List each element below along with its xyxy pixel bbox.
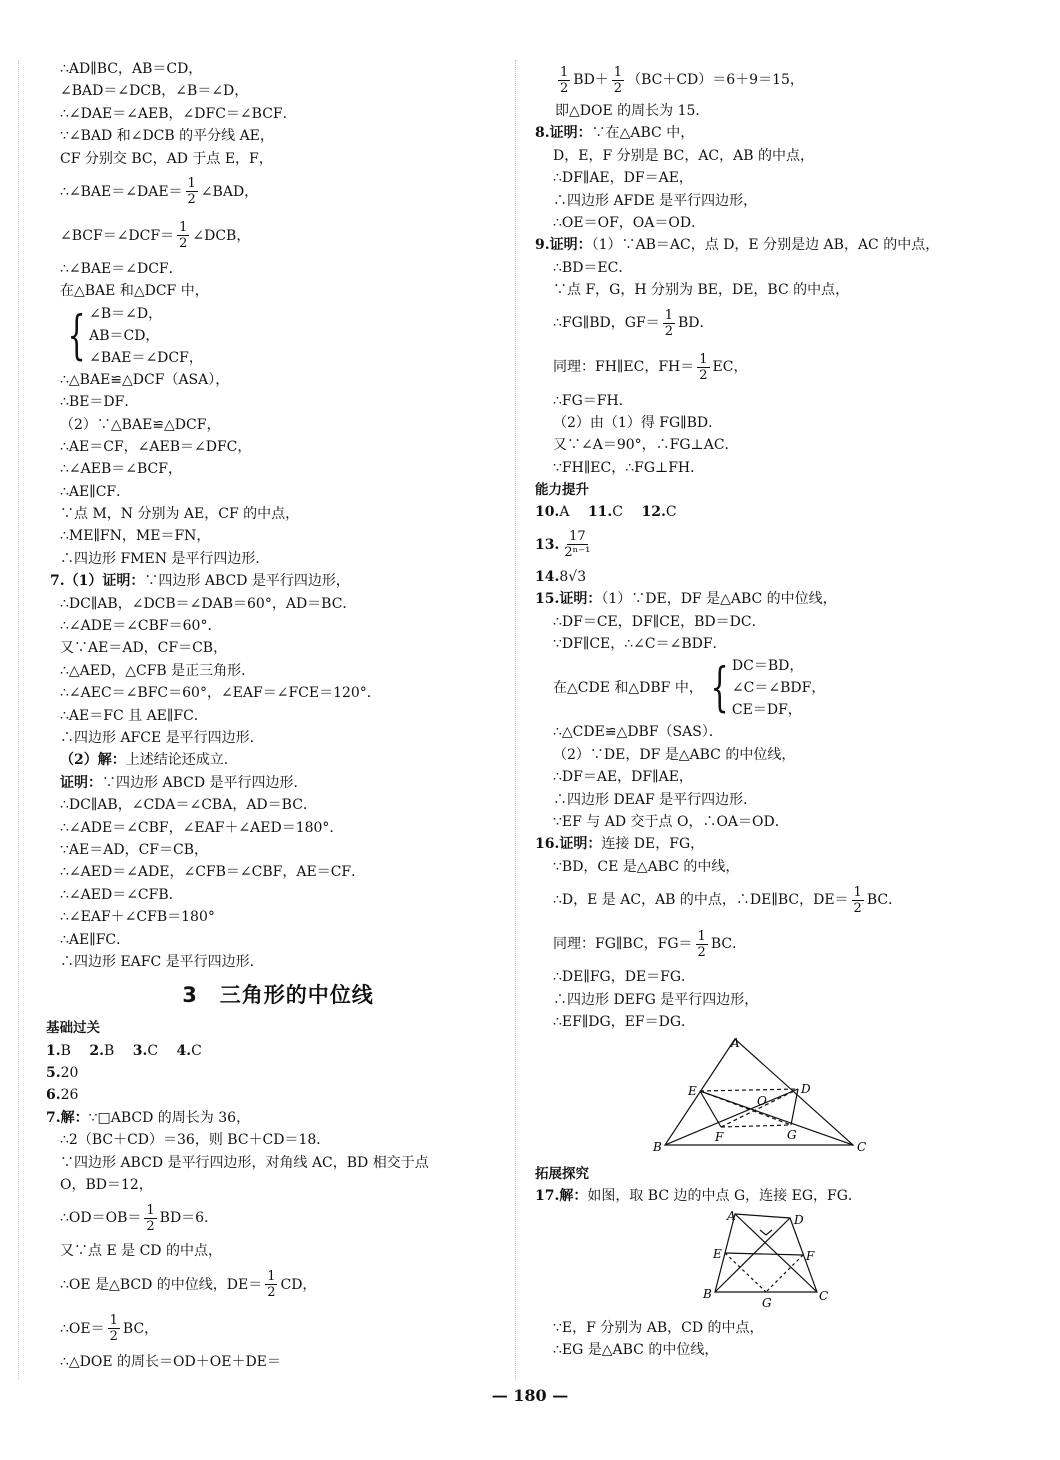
text-line: 又∵∠A＝90°，∴FG⊥AC．: [553, 437, 739, 454]
question-number: 15.: [535, 591, 560, 608]
label-a: A: [727, 1208, 736, 1223]
text-line: DC＝BD，: [731, 658, 804, 675]
column-divider: [515, 60, 516, 1380]
text-line: ∴△DOE 的周长＝OD＋OE＋DE＝: [60, 1353, 281, 1370]
text-line: ∴四边形 AFDE 是平行四边形，: [553, 192, 758, 209]
fraction-denominator: 2ⁿ⁻¹: [564, 545, 591, 561]
fraction-numerator: 17: [569, 529, 586, 545]
answer: C: [147, 1042, 173, 1059]
equation-system: [58, 303, 498, 369]
text-line: [58, 749, 498, 771]
text-line: ∴ME∥FN，ME＝FN，: [60, 528, 211, 545]
text-line: ∴∠EAF＋∠CFB＝180°: [60, 909, 215, 926]
label-b: B: [653, 1140, 662, 1155]
text-line: ∴AE＝CF，∠AEB＝∠DFC，: [60, 438, 252, 455]
fraction-numerator: 1: [560, 64, 569, 80]
text-segment: CD，: [280, 1276, 317, 1293]
median-bd: [665, 1089, 798, 1145]
text-line: ∴四边形 EAFC 是平行四边形．: [60, 953, 264, 970]
text-line: [58, 1307, 498, 1351]
question-17-line: [535, 1185, 1005, 1207]
text-line: ∵四边形 ABCD 是平行四边形，对角线 AC，BD 相交于点: [60, 1154, 429, 1171]
fraction-numerator: 1: [267, 1269, 276, 1285]
text-line: [58, 1196, 498, 1240]
answer-line: [535, 501, 1005, 523]
text-segment: ∵四边形 ABCD 是平行四边形，: [144, 573, 350, 590]
question-number: 3.: [132, 1042, 148, 1059]
proof-label: 证明：: [559, 836, 602, 853]
brace-symbol: {: [710, 658, 729, 719]
fraction: [696, 929, 708, 960]
text-segment: ∵四边形 ABCD 是平行四边形．: [102, 774, 308, 791]
fraction-numerator: 1: [109, 1313, 118, 1329]
text-line: ∴AD∥BC，AB＝CD，: [60, 61, 203, 77]
text-line: 在△BAE 和△DCF 中，: [60, 283, 209, 300]
fraction-denominator: 2: [613, 80, 623, 96]
text-line: ∴EF∥DG，EF＝DG．: [553, 1013, 696, 1030]
text-line: ∠BAE＝∠DCF，: [89, 349, 203, 366]
text-line: 又∵点 E 是 CD 的中点，: [60, 1243, 222, 1260]
text-line: CF 分别交 BC，AD 于点 E，F，: [60, 150, 273, 167]
label-a: A: [731, 1036, 740, 1051]
segment-eg: [725, 1253, 766, 1292]
text-segment: BC．: [710, 935, 747, 952]
text-line: ∴四边形 DEAF 是平行四边形．: [553, 791, 758, 808]
solution-label: 解：: [559, 1188, 588, 1205]
text-line: [535, 60, 1005, 100]
fraction-numerator: 1: [613, 64, 623, 80]
text-line: [535, 346, 1005, 390]
answer-line: [46, 1040, 498, 1062]
text-segment: ∵□ABCD 的周长为 36，: [88, 1109, 251, 1126]
fraction-numerator: 1: [146, 1202, 155, 1218]
text-segment: 如图，取 BC 边的中点 G，连接 EG，FG．: [587, 1188, 862, 1205]
text-segment: BC，: [122, 1320, 159, 1337]
text-line: ∴DF∥AE，DF＝AE，: [553, 170, 693, 187]
fraction-denominator: 2: [146, 1218, 155, 1234]
text-segment: ∠BCF＝∠DCF＝: [60, 227, 175, 244]
text-line: ∴AE＝FC 且 AE∥FC．: [60, 707, 208, 724]
label-f: F: [715, 1130, 724, 1145]
text-line: [535, 302, 1005, 346]
answer: 26: [60, 1087, 79, 1104]
proof-label: 证明：: [549, 125, 592, 142]
text-line: 又∵AE＝AD，CF＝CB，: [60, 640, 228, 657]
label-c: C: [819, 1288, 829, 1303]
fraction: [108, 1313, 120, 1344]
question-number: 13.: [535, 536, 560, 553]
text-segment: ∴OE＝: [60, 1320, 105, 1337]
brace-lines: [732, 655, 825, 721]
segment-dg: [791, 1089, 798, 1125]
fraction-denominator: 2: [267, 1285, 276, 1301]
text-segment: EC，: [712, 359, 748, 376]
text-segment: （1）∵DE，DF 是△ABC 的中位线，: [601, 591, 837, 608]
question-number: 7.: [46, 1109, 61, 1126]
text-line: ∴四边形 AFCE 是平行四边形．: [60, 729, 264, 746]
answer: A: [559, 504, 584, 521]
text-line: ∴EG 是△ABC 的中位线，: [553, 1342, 719, 1359]
question-number: 10.: [535, 504, 560, 521]
answer-line: [46, 1084, 498, 1106]
fraction-denominator: 2: [109, 1329, 118, 1345]
text-line: ∴∠AEB＝∠BCF，: [60, 461, 182, 478]
text-line: [535, 878, 1005, 922]
fraction: [562, 529, 592, 560]
fraction: [186, 176, 198, 207]
text-segment: ∴FG∥BD，GF＝: [553, 315, 660, 332]
triangle-figure-q16: [535, 1033, 1005, 1155]
label-g: G: [762, 1295, 772, 1310]
fraction-numerator: 1: [699, 352, 708, 368]
fraction-denominator: 2: [187, 192, 196, 208]
text-line: ∴FG＝FH．: [553, 392, 633, 409]
question-7-line: [50, 570, 498, 592]
question-number: 1.: [46, 1042, 61, 1059]
fraction-denominator: 2: [699, 368, 708, 384]
question-number: 2.: [89, 1042, 104, 1059]
segment-ef: [700, 1091, 721, 1127]
text-line: [535, 922, 1005, 966]
text-line: O，BD＝12，: [60, 1177, 153, 1194]
section-heading: 能力提升: [535, 482, 589, 499]
quadrilateral-figure-q17: [535, 1208, 1005, 1310]
text-line: ∵EF 与 AD 交于点 O，∴OA＝OD．: [553, 813, 789, 830]
segment-eg: [700, 1091, 791, 1125]
text-line: ∵点 F，G，H 分别为 BE，DE，BC 的中点，: [553, 282, 850, 299]
right-angle-mark: [760, 1230, 772, 1235]
label-e: E: [713, 1246, 722, 1261]
text-line: [58, 214, 498, 258]
answer: 8√3: [559, 568, 587, 585]
text-segment: 在△CDE 和△DBF 中，: [553, 680, 703, 697]
text-line: ∴四边形 DEFG 是平行四边形，: [553, 991, 759, 1008]
answer-line: [535, 524, 1005, 566]
fraction-denominator: 2: [697, 944, 706, 960]
text-line: ∴BE＝DF．: [60, 394, 139, 411]
answer: B: [104, 1042, 129, 1059]
question-7-line: [46, 1107, 498, 1129]
text-line: 即△DOE 的周长为 15．: [555, 103, 710, 119]
text-line: CE＝DF，: [731, 702, 802, 719]
text-segment: ∴OE 是△BCD 的中位线，DE＝: [60, 1276, 263, 1293]
equation-system: [535, 655, 1005, 721]
text-line: ∴△CDE≌△DBF（SAS）．: [553, 724, 723, 741]
text-segment: ∴∠BAE＝∠DAE＝: [60, 183, 183, 200]
answer: C: [665, 504, 677, 521]
answer-line: [46, 1062, 498, 1084]
text-segment: 同理：FG∥BC，FG＝: [553, 935, 693, 952]
fraction-numerator: 1: [697, 928, 706, 944]
text-line: ∴∠ADE＝∠CBF＝60°．: [60, 618, 222, 635]
fraction: [265, 1269, 277, 1300]
question-9-line: [535, 234, 1005, 256]
fraction: [177, 220, 189, 251]
fraction: [612, 65, 624, 96]
text-segment: BC．: [866, 891, 903, 908]
text-line: ∴DC∥AB，∠CDA＝∠CBA，AD＝BC．: [60, 797, 317, 814]
label-o: O: [757, 1094, 767, 1109]
label-d: D: [794, 1212, 804, 1227]
fraction-denominator: 2: [560, 80, 569, 96]
proof-label: （1）证明：: [64, 573, 145, 590]
solution-label: 解：: [60, 1109, 89, 1126]
text-segment: BD＝6．: [159, 1210, 219, 1227]
fraction: [144, 1203, 156, 1234]
question-number: 9.: [535, 237, 550, 254]
text-line: [58, 1263, 498, 1307]
fraction: [697, 352, 709, 383]
text-line: ∴∠AED＝∠CFB．: [60, 886, 183, 903]
text-segment: 上述结论还成立．: [125, 752, 238, 769]
text-line: ∴△AED，△CFB 是正三角形．: [60, 662, 256, 679]
left-column: [46, 58, 498, 1373]
text-line: （2）∵△BAE≌△DCF，: [60, 416, 221, 433]
proof-label: 证明：: [559, 591, 602, 608]
question-15-line: [535, 588, 1005, 610]
fraction-numerator: 1: [179, 220, 188, 236]
text-line: ∵BD，CE 是△ABC 的中线，: [553, 858, 740, 875]
question-number: 6.: [46, 1087, 61, 1104]
fraction: [663, 308, 675, 339]
text-segment: （BC＋CD）＝6＋9＝15，: [627, 71, 804, 88]
text-line: ∴2（BC＋CD）＝36，则 BC＋CD＝18．: [60, 1132, 331, 1149]
text-line: [58, 170, 498, 214]
text-line: ∴四边形 FMEN 是平行四边形．: [60, 550, 270, 567]
text-line: ∴DE∥FG，DE＝FG．: [553, 969, 696, 986]
label-d: D: [801, 1082, 811, 1097]
fraction-numerator: 1: [664, 308, 673, 324]
fraction: [852, 885, 864, 916]
section-title: 3 三角形的中位线: [182, 983, 374, 1008]
question-number: 11.: [587, 504, 613, 521]
text-line: ∵E，F 分别为 AB，CD 的中点，: [553, 1319, 764, 1336]
segment-fg: [721, 1125, 791, 1127]
question-8-line: [535, 122, 1005, 144]
text-line: ∴∠AED＝∠ADE，∠CFB＝∠CBF，AE＝CF．: [60, 864, 366, 881]
text-line: D，E，F 分别是 BC，AC，AB 的中点，: [553, 147, 814, 164]
label-f: F: [806, 1248, 815, 1263]
text-line: ∴OE＝OF，OA＝OD．: [553, 214, 706, 231]
text-line: ∴∠BAE＝∠DCF．: [60, 260, 183, 277]
text-line: [58, 772, 498, 794]
text-line: ∵AE＝AD，CF＝CB，: [60, 841, 208, 858]
question-number: 17.: [535, 1188, 560, 1205]
question-number: 5.: [46, 1065, 61, 1082]
text-segment: 同理：FH∥EC，FH＝: [553, 359, 695, 376]
text-segment: ∴D，E 是 AC，AB 的中点，∴DE∥BC，DE＝: [553, 891, 849, 908]
section-heading: 基础过关: [46, 1020, 100, 1037]
brace-symbol: {: [67, 305, 86, 366]
text-segment: ∠BAD，: [200, 183, 259, 200]
solution-label: （2）解：: [60, 752, 126, 769]
label-b: B: [703, 1286, 712, 1301]
text-line: ∵DF∥CE，∴∠C＝∠BDF．: [553, 636, 727, 653]
text-line: ∴∠ADE＝∠CBF，∠EAF＋∠AED＝180°．: [60, 819, 344, 836]
answer: 20: [60, 1065, 79, 1082]
text-line: ∵点 M，N 分别为 AE，CF 的中点，: [60, 506, 300, 523]
brace-lines: [89, 303, 203, 369]
answer: C: [191, 1042, 202, 1059]
text-segment: （1）∵AB＝AC，点 D，E 分别是边 AB，AC 的中点，: [591, 237, 940, 254]
text-line: （2）由（1）得 FG∥BD．: [553, 414, 723, 431]
answer: C: [612, 504, 638, 521]
text-segment: ∴OD＝OB＝: [60, 1210, 142, 1227]
right-column: [535, 60, 1005, 1362]
text-line: AB＝CD，: [89, 327, 160, 344]
text-segment: BD＋: [573, 71, 609, 88]
left-margin-rule: [18, 60, 19, 1380]
question-number: 8.: [535, 125, 550, 142]
fraction-numerator: 1: [187, 176, 196, 192]
text-line: ∵FH∥EC，∴FG⊥FH．: [553, 459, 705, 476]
page-number: — 180 —: [491, 1386, 569, 1405]
proof-label: 证明：: [60, 774, 102, 791]
question-16-line: [535, 833, 1005, 855]
text-line: ∴AE∥CF．: [60, 483, 131, 500]
text-line: ∠C＝∠BDF，: [731, 680, 826, 697]
segment-ef: [725, 1253, 803, 1255]
text-line: ∴∠AEC＝∠BFC＝60°，∠EAF＝∠FCE＝120°．: [60, 685, 381, 702]
text-line: ∴BD＝EC．: [553, 259, 633, 276]
text-line: ∴△BAE≌△DCF（ASA），: [60, 371, 230, 388]
text-line: ∵∠BAD 和∠DCB 的平分线 AE，: [60, 128, 274, 145]
section-heading: 拓展探究: [535, 1165, 589, 1182]
text-line: ∠B＝∠D，: [89, 305, 163, 322]
text-line: ∠BAD＝∠DCB，∠B＝∠D，: [60, 83, 249, 100]
fraction-denominator: 2: [853, 900, 862, 916]
fraction-denominator: 2: [179, 236, 188, 252]
fraction: [558, 65, 570, 96]
question-number: 12.: [641, 504, 666, 521]
proof-label: 证明：: [549, 237, 592, 254]
text-line: ∴DC∥AB，∠DCB＝∠DAB＝60°，AD＝BC．: [60, 595, 357, 612]
text-segment: 连接 DE，FG，: [601, 836, 705, 853]
question-number: 16.: [535, 836, 560, 853]
text-segment: BD．: [677, 315, 714, 332]
answer-line: [535, 566, 1005, 588]
label-e: E: [688, 1084, 697, 1099]
label-c: C: [857, 1140, 867, 1155]
segment-ed: [700, 1089, 798, 1091]
answer: B: [60, 1042, 85, 1059]
text-line: （2）∵DE，DF 是△ABC 的中位线，: [553, 746, 796, 763]
question-number: 14.: [535, 568, 560, 585]
question-number: 4.: [176, 1042, 192, 1059]
fraction-numerator: 1: [853, 884, 862, 900]
text-segment: ∠DCB，: [192, 227, 251, 244]
text-line: ∴∠DAE＝∠AEB，∠DFC＝∠BCF．: [60, 105, 297, 122]
text-line: ∴DF＝CE，DF∥CE，BD＝DC．: [553, 613, 766, 630]
label-g: G: [787, 1128, 797, 1143]
text-segment: ∵在△ABC 中，: [591, 125, 695, 142]
question-number: 7.: [50, 573, 65, 590]
fraction-denominator: 2: [664, 324, 673, 340]
text-line: ∴DF＝AE，DF∥AE，: [553, 769, 693, 786]
text-line: ∴AE∥FC．: [60, 931, 131, 948]
